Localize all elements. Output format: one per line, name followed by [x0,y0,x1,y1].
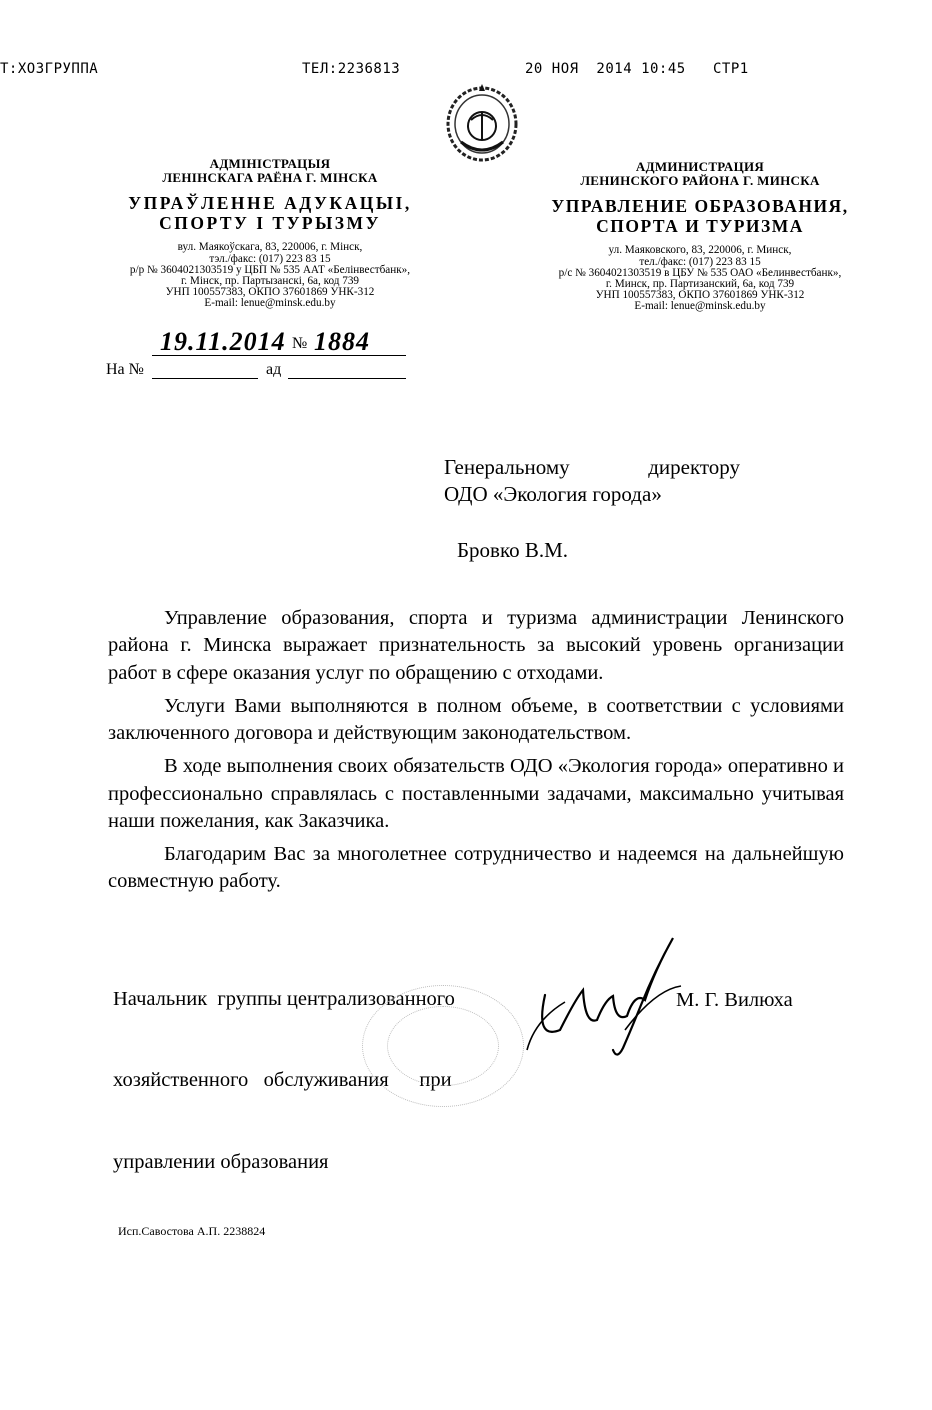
letterhead-address-ru-4: г. Минск, пр. Партизанский, 6а, код 739 [605,278,795,291]
letterhead-address-by-5: УНП 100557383, ОКПО 37601869 УНК-312 [165,286,375,299]
letterhead-admin-by: АДМІНІСТРАЦЫЯ [209,156,331,171]
body-paragraph-2: Услуги Вами выполняются в полном объеме, в соответствии с условиями заключенного договора и действующим законодательством. [108,694,844,744]
letter-body [108,605,844,896]
letterhead-address-by-2: тэл./факс: (017) 223 83 15 [209,252,331,265]
reference-date: 19.11.2014 [160,327,286,356]
letterhead-dept-by-line2: СПОРТУ І ТУРЫЗМУ [159,212,381,233]
letterhead-dept-by-line1: УПРАЎЛЕННЕ АДУКАЦЫІ, [128,193,412,214]
letterhead-dept-ru-line2: СПОРТА И ТУРИЗМА [596,215,804,236]
addressee-name: Бровко В.М. [457,538,569,562]
incoming-ref-label: На № [106,361,144,378]
body-paragraph-1: Управление образования, спорта и туризма администрации Ленинского района г. Минска выражает признательность за высокий уровень организации работ в сфере оказания услуг по обращению с отходами. [108,607,844,684]
faint-stamp [362,985,524,1107]
addressee-title: Генеральному [444,455,570,479]
letterhead-address-by-4: г. Мінск, пр. Партызанскі, 6а, код 739 [180,275,360,288]
letterhead-district-ru: ЛЕНИНСКОГО РАЙОНА Г. МИНСКА [580,172,820,188]
signatory-position-line1: Начальник группы централизованного [113,987,455,1010]
letterhead-district-by: ЛЕНІНСКАГА РАЁНА Г. МІНСКА [162,169,378,185]
executor-line: Исп.Савостова А.П. 2238824 [118,1224,266,1238]
letterhead-address-by-3: р/р № 3604021303519 у ЦБП № 535 ААТ «Белінвестбанк», [129,263,411,276]
incoming-ref-number-line [152,378,258,379]
letterhead-admin-ru: АДМИНИСТРАЦИЯ [635,159,765,174]
fax-datetime: 20 НОЯ 2014 10:45 [525,61,686,77]
reference-line [152,327,406,356]
letterhead-address-ru-2: тел./факс: (017) 223 83 15 [639,255,761,268]
addressee-block [444,454,740,509]
fax-sender: Т:ХОЗГРУППА [0,61,99,77]
letterhead-dept-ru-line1: УПРАВЛЕНИЕ ОБРАЗОВАНИЯ, [551,196,849,217]
body-paragraph-4: Благодарим Вас за многолетнее сотрудничество и надеемся на дальнейшую совместную работу. [108,843,844,893]
letterhead-email-ru: E-mail: lenue@minsk.edu.by [634,300,766,313]
fax-phone: ТЕЛ:2236813 [302,61,401,77]
coat-of-arms-emblem [443,80,521,164]
incoming-ref-from-label: ад [266,361,282,378]
reference-number: 1884 [314,327,370,356]
incoming-ref-date-line [288,378,406,379]
letterhead-address-ru-5: УНП 100557383, ОКПО 37601869 УНК-312 [595,289,805,302]
fax-page: СТР1 [713,61,749,77]
reference-number-label: № [292,335,308,352]
addressee-position: директору [648,455,740,479]
addressee-organization: ОДО «Экология города» [444,482,662,507]
body-paragraph-3: В ходе выполнения своих обязательств ОДО «Экология города» оперативно и профессионально справлялась с поставленными задачами, максимально учитывая наши пожелания, как Заказчика. [108,755,844,832]
letterhead-russian [525,160,875,313]
letterhead-address-by-1: вул. Маякоўскага, 83, 220006, г. Мінск, [177,241,363,254]
signatory-position-line2: хозяйственного обслуживания при [113,1069,452,1092]
handwritten-signature [505,930,695,1070]
letterhead-address-ru-3: р/с № 3604021303519 в ЦБУ № 535 ОАО «Белинвестбанк», [558,266,842,279]
letterhead-address-ru-1: ул. Маяковского, 83, 220006, г. Минск, [608,244,792,257]
signatory-position-line3: управлении образования [113,1151,329,1173]
letterhead-belarusian [100,157,440,310]
letterhead-email-by: E-mail: lenue@minsk.edu.by [204,297,336,310]
signatory-name: М. Г. Вилюха [676,989,793,1011]
faint-stamp-inner [387,1006,499,1086]
